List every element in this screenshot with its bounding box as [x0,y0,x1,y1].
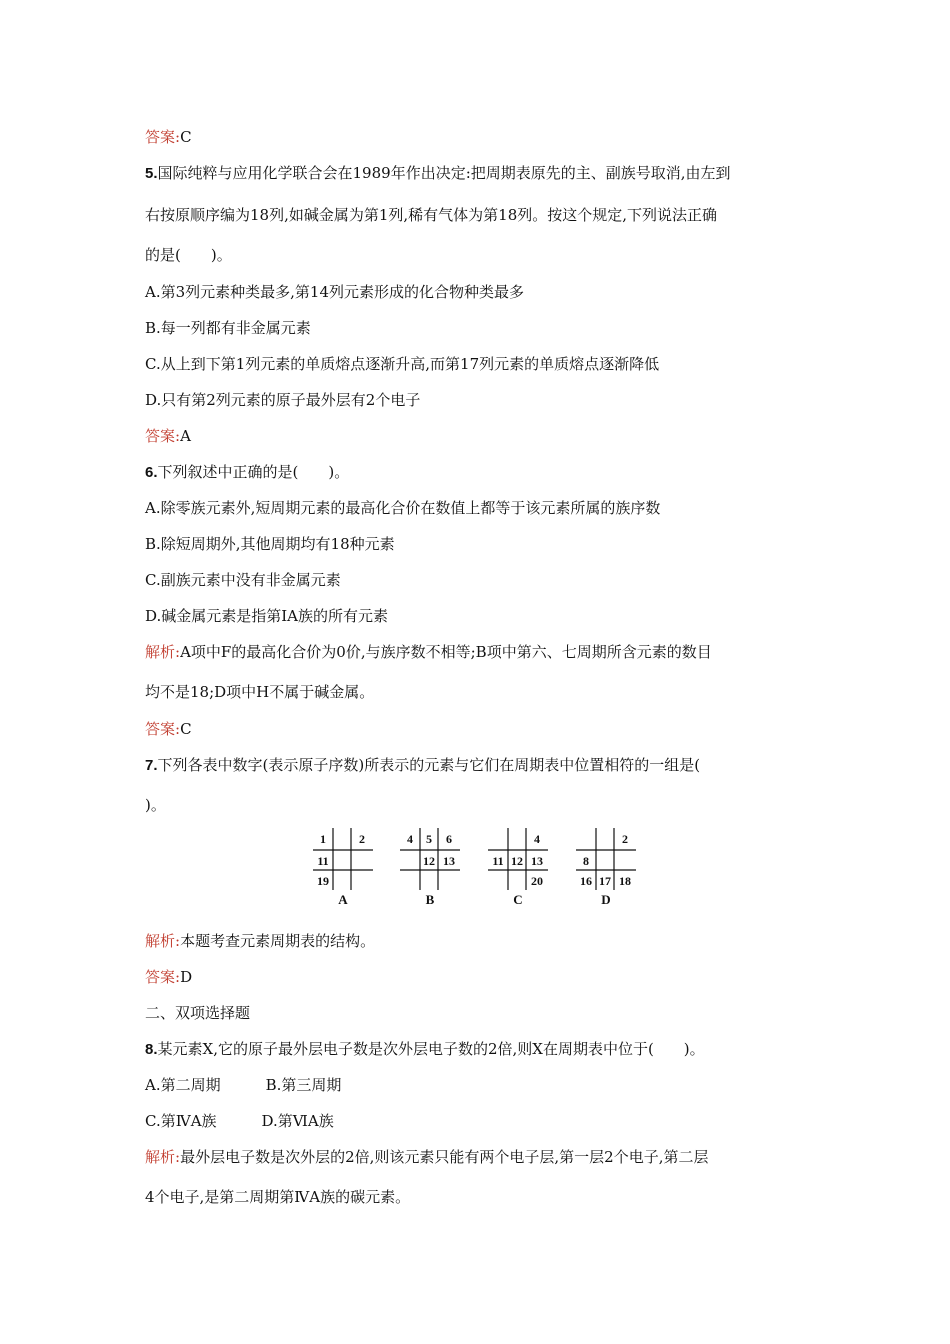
answer-or-analysis-line [145,931,375,951]
question-line [145,163,731,184]
atomic-number-cell: 20 [531,874,543,888]
text-line [145,1003,250,1023]
question-line [145,462,349,483]
answer-label: 答案: [145,720,181,738]
atomic-number-cell: 1 [320,832,326,846]
line-text: 本题考查元素周期表的结构。 [180,932,376,950]
text-line [145,498,660,518]
line-text: 4个电子,是第二周期第ⅣA族的碳元素。 [145,1188,411,1206]
atomic-number-cell: 4 [407,832,413,846]
line-text: B.每一列都有非金属元素 [145,319,311,337]
line-text: 下列各表中数字(表示原子序数)所表示的元素与它们在周期表中位置相符的一组是( [157,756,701,774]
atomic-number-cell: 16 [580,874,592,888]
atomic-number-cell: 8 [583,854,589,868]
periodic-grid-b [400,828,462,890]
line-text: C.从上到下第1列元素的单质熔点逐渐升高,而第17列元素的单质熔点逐渐降低 [145,355,660,373]
text-line [145,1075,341,1095]
atomic-number-cell: 11 [492,854,504,868]
text-line [145,606,388,626]
question-line [145,1039,705,1060]
atomic-number-cell: 4 [534,832,540,846]
atomic-number-cell: 2 [359,832,365,846]
line-text: B.除短周期外,其他周期均有18种元素 [145,535,395,553]
answer-or-analysis-line [145,426,191,446]
atomic-number-cell: 11 [317,854,329,868]
atomic-number-cell: 12 [423,854,435,868]
text-line [145,390,420,410]
grid-label: B [425,892,435,907]
answer-label: 解析: [145,1148,181,1166]
line-text: )。 [145,796,166,814]
line-text: 均不是18;D项中H不属于碱金属。 [145,683,375,701]
line-text: A.第二周期 B.第三周期 [145,1076,342,1094]
question-number: 7. [145,757,158,774]
answer-label: 答案: [145,427,181,445]
line-text: A [180,427,191,445]
atomic-number-cell: 12 [511,854,523,868]
question-number: 5. [145,165,158,182]
line-text: A项中F的最高化合价为0价,与族序数不相等;B项中第六、七周期所含元素的数目 [180,643,712,661]
answer-or-analysis-line [145,719,192,739]
periodic-grid-c [488,828,550,890]
atomic-number-cell: 2 [622,832,628,846]
text-line [145,205,717,225]
line-text: 二、双项选择题 [145,1004,251,1022]
text-line [145,534,395,554]
text-line [145,318,311,338]
text-line [145,1187,410,1207]
atomic-number-cell: 18 [619,874,631,888]
text-line [145,245,232,265]
question-line [145,755,700,776]
grid-label: A [338,892,348,907]
line-text: C.第ⅣA族 D.第ⅥA族 [145,1112,334,1130]
line-text: 下列叙述中正确的是( )。 [157,463,350,481]
question-number: 8. [145,1041,158,1058]
line-text: D [180,968,193,986]
line-text: C.副族元素中没有非金属元素 [145,571,341,589]
text-line [145,282,524,302]
line-text: D.碱金属元素是指第ⅠA族的所有元素 [145,607,389,625]
text-line [145,570,341,590]
line-text: 右按原顺序编为18列,如碱金属为第1列,稀有气体为第18列。按这个规定,下列说法正确 [145,206,718,224]
line-text: 的是( )。 [145,246,232,264]
question-number: 6. [145,464,158,481]
answer-label: 解析: [145,932,181,950]
line-text: A.第3列元素种类最多,第14列元素形成的化合物种类最多 [145,283,525,301]
answer-or-analysis-line [145,642,712,662]
answer-or-analysis-line [145,1147,708,1167]
atomic-number-cell: 5 [426,832,432,846]
line-text: A.除零族元素外,短周期元素的最高化合价在数值上都等于该元素所属的族序数 [145,499,661,517]
answer-label: 答案: [145,128,181,146]
answer-or-analysis-line [145,967,192,987]
periodic-grid-a [313,828,375,890]
line-text: 国际纯粹与应用化学联合会在1989年作出决定:把周期表原先的主、副族号取消,由左到 [157,164,731,182]
atomic-number-cell: 13 [443,854,455,868]
answer-label: 解析: [145,643,181,661]
text-line [145,682,374,702]
answer-label: 答案: [145,968,181,986]
line-text: 最外层电子数是次外层的2倍,则该元素只能有两个电子层,第一层2个电子,第二层 [180,1148,709,1166]
atomic-number-cell: 19 [317,874,329,888]
atomic-number-cell: 6 [446,832,452,846]
atomic-number-cell: 17 [599,874,611,888]
grid-label: D [601,892,611,907]
text-line [145,354,659,374]
grid-label: C [513,892,523,907]
periodic-grid-d [576,828,638,890]
text-line [145,795,166,815]
line-text: C [180,128,192,146]
line-text: 某元素X,它的原子最外层电子数是次外层电子数的2倍,则X在周期表中位于( )。 [157,1040,705,1058]
answer-or-analysis-line [145,127,192,147]
atomic-number-cell: 13 [531,854,543,868]
line-text: C [180,720,192,738]
line-text: D.只有第2列元素的原子最外层有2个电子 [145,391,421,409]
text-line [145,1111,334,1131]
